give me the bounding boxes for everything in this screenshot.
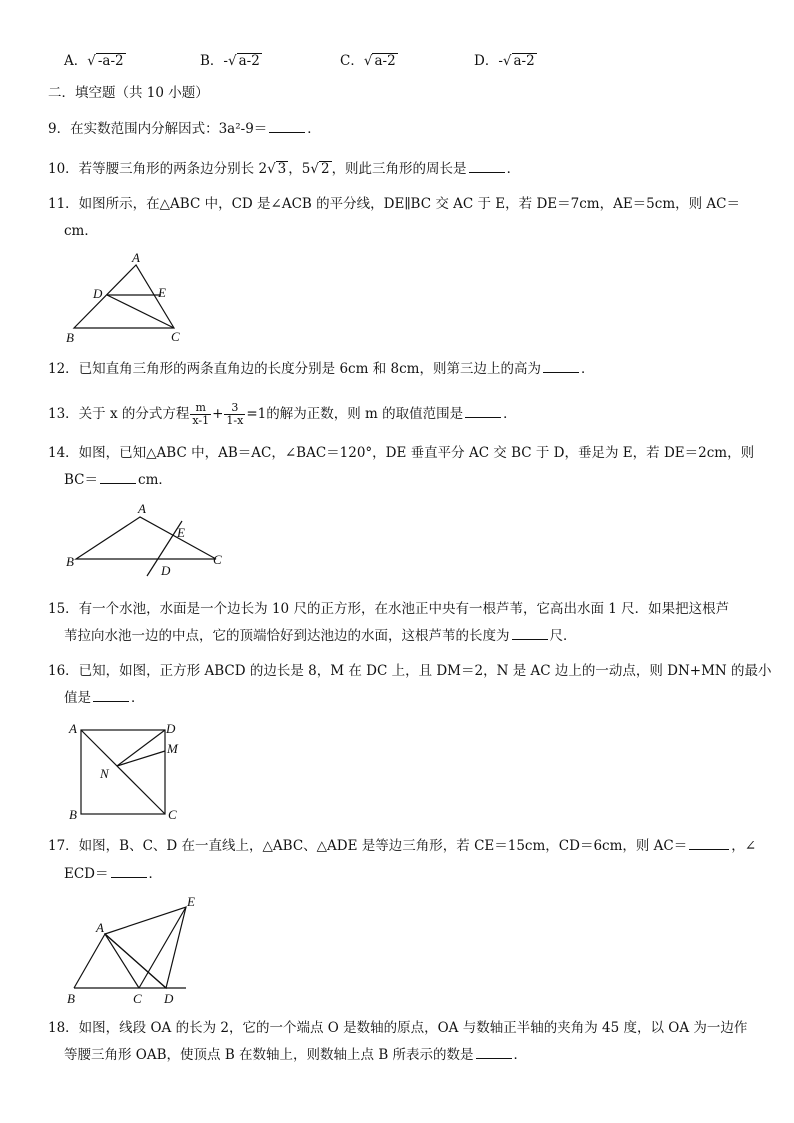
answer-blank[interactable]: [689, 837, 729, 850]
label-m: M: [167, 741, 178, 756]
figure-equilateral-triangles: [60, 892, 220, 1012]
label-e: E: [187, 894, 195, 909]
figure-triangle-abc-q14: [60, 500, 240, 590]
question-13: 13．关于 x 的分式方程 $\frac{m}{x-1}$ + $\frac{3}{1-x}$ =1的解为正数，则 m 的取值范围是 ．: [48, 401, 517, 427]
question-14-line-1: 14．如图，已知△ABC 中，AB＝AC，∠BAC＝120°，DE 垂直平分 AC 交 BC 于 D，垂足为 E，若 DE＝2cm，则: [48, 445, 755, 461]
segment-mn: [117, 751, 165, 766]
option-a: [64, 49, 126, 69]
label-b: B: [67, 991, 75, 1006]
label-d: D: [161, 563, 171, 578]
label-c: C: [213, 552, 222, 567]
question-11-line-1: 11．如图所示，在△ABC 中，CD 是∠ACB 的平分线，DE∥BC 交 AC 于 E，若 DE＝7cm，AE＝5cm，则 AC＝: [48, 196, 741, 212]
segment-ad: [105, 934, 166, 988]
segment-dn: [117, 730, 165, 766]
question-12: 12．已知直角三角形的两条直角边的长度分别是 6cm 和 8cm，则第三边上的高为 ．: [48, 361, 595, 377]
question-17-line-2: ECD＝ ．: [64, 866, 163, 882]
label-a: A: [138, 501, 146, 516]
figure-triangle-abc-q11: [60, 250, 200, 350]
diagonal-ac: [81, 730, 165, 814]
label-b: B: [69, 807, 77, 822]
answer-blank[interactable]: [111, 865, 147, 878]
answer-blank[interactable]: [100, 471, 136, 484]
sqrt-expression: √ a-2: [227, 53, 260, 69]
label-e: E: [177, 525, 185, 540]
section-title: 二．填空题（共 10 小题）: [48, 85, 209, 101]
answer-blank[interactable]: [476, 1046, 512, 1059]
label-b: B: [66, 554, 74, 569]
option-c: [340, 49, 398, 69]
label-c: C: [171, 329, 180, 344]
sqrt-expression: √ 3: [267, 161, 287, 177]
label-a: A: [96, 920, 104, 935]
label-d: D: [166, 721, 176, 736]
figure-square-abcd: [60, 718, 200, 828]
answer-blank[interactable]: [469, 160, 505, 173]
answer-blank[interactable]: [93, 689, 129, 702]
question-11-line-2: cm．: [64, 223, 98, 239]
option-d: D．-√ a-2: [474, 53, 535, 69]
label-n: N: [100, 766, 109, 781]
question-15-line-2: 苇拉向水池一边的中点，它的顶端恰好到达池边的水面，这根芦苇的长度为 尺．: [64, 628, 577, 644]
question-16-line-1: 16．已知，如图，正方形 ABCD 的边长是 8，M 在 DC 上，且 DM＝2，N 是 AC 边上的一动点，则 DN+MN 的最小: [48, 663, 772, 679]
option-b-label: B．: [200, 53, 224, 69]
question-14-line-2: BC＝ cm．: [64, 472, 172, 488]
answer-blank[interactable]: [269, 120, 305, 133]
sqrt-expression: √ 2: [310, 161, 330, 177]
label-c: C: [133, 991, 142, 1006]
sqrt-expression: √ a-2: [502, 53, 535, 69]
question-18-line-1: 18．如图，线段 OA 的长为 2，它的一个端点 O 是数轴的原点，OA 与数轴正半轴的夹角为 45 度，以 OA 为一边作: [48, 1020, 748, 1036]
sqrt-expression: √ a-2: [363, 53, 396, 69]
fraction: $\frac{3}{1-x}$: [226, 401, 244, 427]
answer-blank[interactable]: [512, 627, 548, 640]
label-a: A: [132, 250, 140, 265]
segment-ce: [139, 907, 186, 988]
option-a-label: A．: [64, 53, 88, 69]
option-d-label: D．: [474, 53, 499, 69]
question-17-line-1: 17．如图，B、C、D 在一直线上，△ABC、△ADE 是等边三角形，若 CE＝15cm，CD＝6cm，则 AC＝ ，∠: [48, 838, 757, 854]
question-18-line-2: 等腰三角形 OAB，使顶点 B 在数轴上，则数轴上点 B 所表示的数是 ．: [64, 1047, 528, 1063]
answer-blank[interactable]: [465, 405, 501, 418]
question-10: 10．若等腰三角形的两条边分别长 2√ 3 ，5√ 2 ，则此三角形的周长是 ．: [48, 161, 521, 177]
answer-blank[interactable]: [543, 360, 579, 373]
label-d: D: [164, 991, 174, 1006]
sqrt-expression: √ -a-2: [87, 53, 124, 69]
option-c-label: C．: [340, 53, 364, 69]
question-16-line-2: 值是 ．: [64, 690, 145, 706]
question-15-line-1: 15．有一个水池，水面是一个边长为 10 尺的正方形，在水池正中央有一根芦苇，它高出水面 1 尺．如果把这根芦: [48, 601, 730, 617]
label-a: A: [69, 721, 77, 736]
label-d: D: [93, 286, 103, 301]
label-b: B: [66, 330, 74, 345]
option-b: B．-√ a-2: [200, 53, 260, 69]
label-e: E: [158, 285, 166, 300]
label-c: C: [168, 807, 177, 822]
fraction: $\frac{m}{x-1}$: [192, 401, 210, 427]
triangle-abc: [74, 934, 139, 988]
triangle-abc: [76, 517, 216, 559]
question-9: 9．在实数范围内分解因式：3a²-9＝ ．: [48, 121, 321, 137]
